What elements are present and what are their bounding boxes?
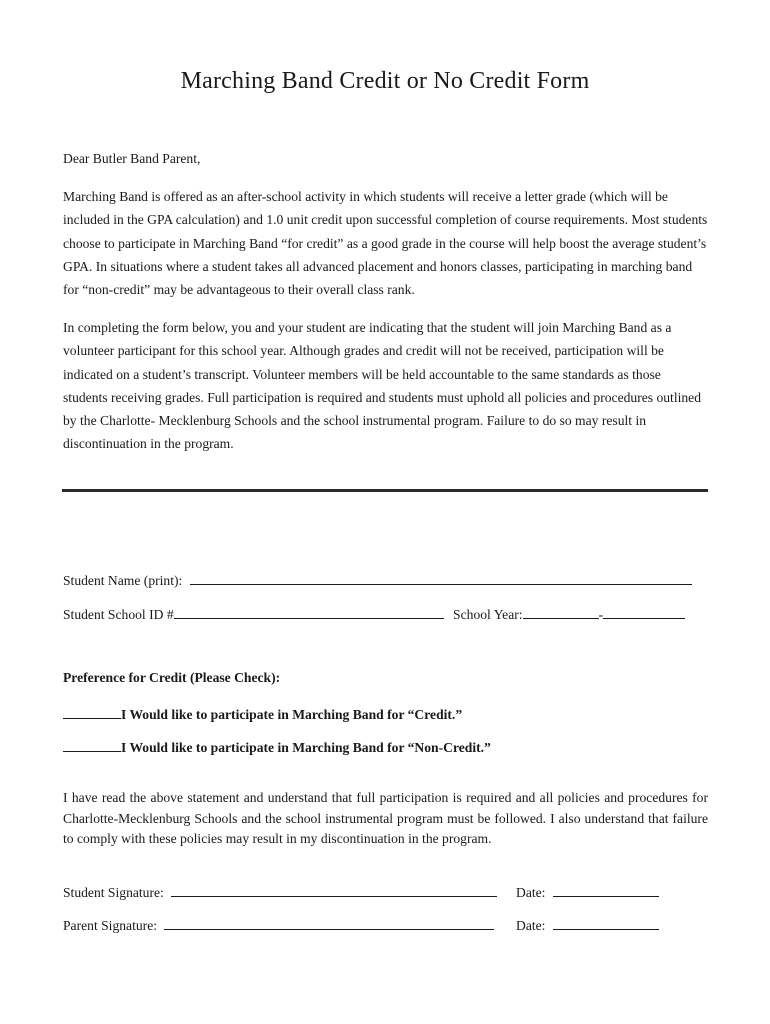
parent-date-field[interactable] (553, 915, 659, 930)
student-signature-field[interactable] (171, 882, 497, 897)
school-year-separator: - (598, 607, 604, 622)
student-date-label: Date: (516, 885, 546, 900)
preference-heading: Preference for Credit (Please Check): (63, 670, 281, 685)
salutation: Dear Butler Band Parent, (63, 151, 201, 166)
school-year-start-field[interactable] (523, 604, 599, 619)
parent-date-label: Date: (516, 918, 546, 933)
student-signature-label: Student Signature: (63, 885, 164, 900)
noncredit-checkbox-line[interactable] (63, 737, 121, 752)
school-year-end-field[interactable] (603, 604, 685, 619)
credit-option-label: I Would like to participate in Marching Band for “Credit.” (121, 707, 463, 722)
student-name-row (63, 570, 692, 589)
parent-signature-label: Parent Signature: (63, 918, 158, 933)
student-date-field[interactable] (553, 882, 659, 897)
form-title: Marching Band Credit or No Credit Form (180, 68, 590, 94)
student-id-field[interactable] (174, 604, 444, 619)
parent-signature-row (63, 915, 494, 934)
student-id-row (63, 604, 685, 623)
parent-signature-field[interactable] (164, 915, 494, 930)
noncredit-option-row (63, 737, 491, 756)
credit-option-row (63, 704, 462, 723)
student-name-label: Student Name (print): (63, 573, 183, 588)
noncredit-option-label: I Would like to participate in Marching Band for “Non-Credit.” (121, 740, 491, 755)
student-id-label: Student School ID # (63, 607, 174, 622)
intro-paragraph: Marching Band is offered as an after-school activity in which students will receive a letter grade (which will be included in the GPA calculation) and 1.0 unit credit upon successful completion of course requirements. Most students choose to participate in Marching Band “for credit” as a good grade in the course will help boost the average student’s GPA. In situations where a student takes all advanced placement and honors classes, participating in marching band for “non-credit” may be advantageous to their overall class rank. (63, 189, 708, 298)
school-year-label: School Year: (453, 607, 523, 622)
credit-checkbox-line[interactable] (63, 704, 121, 719)
student-name-field[interactable] (190, 570, 692, 585)
section-divider (62, 489, 708, 492)
student-date-row (516, 882, 659, 901)
volunteer-paragraph: In completing the form below, you and your student are indicating that the student will join Marching Band as a volunteer participant for this school year. Although grades and credit will not be received, participation will be indicated on a student’s transcript. Volunteer members will be held accountable to the same standards as those students receiving grades. Full participation is required and students must uphold all policies and procedures outlined by the Charlotte- Mecklenburg Schools and the school instrumental program. Failure to do so may result in discontinuation in the program. (63, 320, 702, 452)
parent-date-row (516, 915, 659, 934)
student-signature-row (63, 882, 497, 901)
acknowledgement-paragraph: I have read the above statement and understand that full participation is required and all policies and procedures for Charlotte-Mecklenburg Schools and the school instrumental program must be followed. I also understand that failure to comply with these policies may result in my discontinuation in the program. (63, 790, 708, 846)
